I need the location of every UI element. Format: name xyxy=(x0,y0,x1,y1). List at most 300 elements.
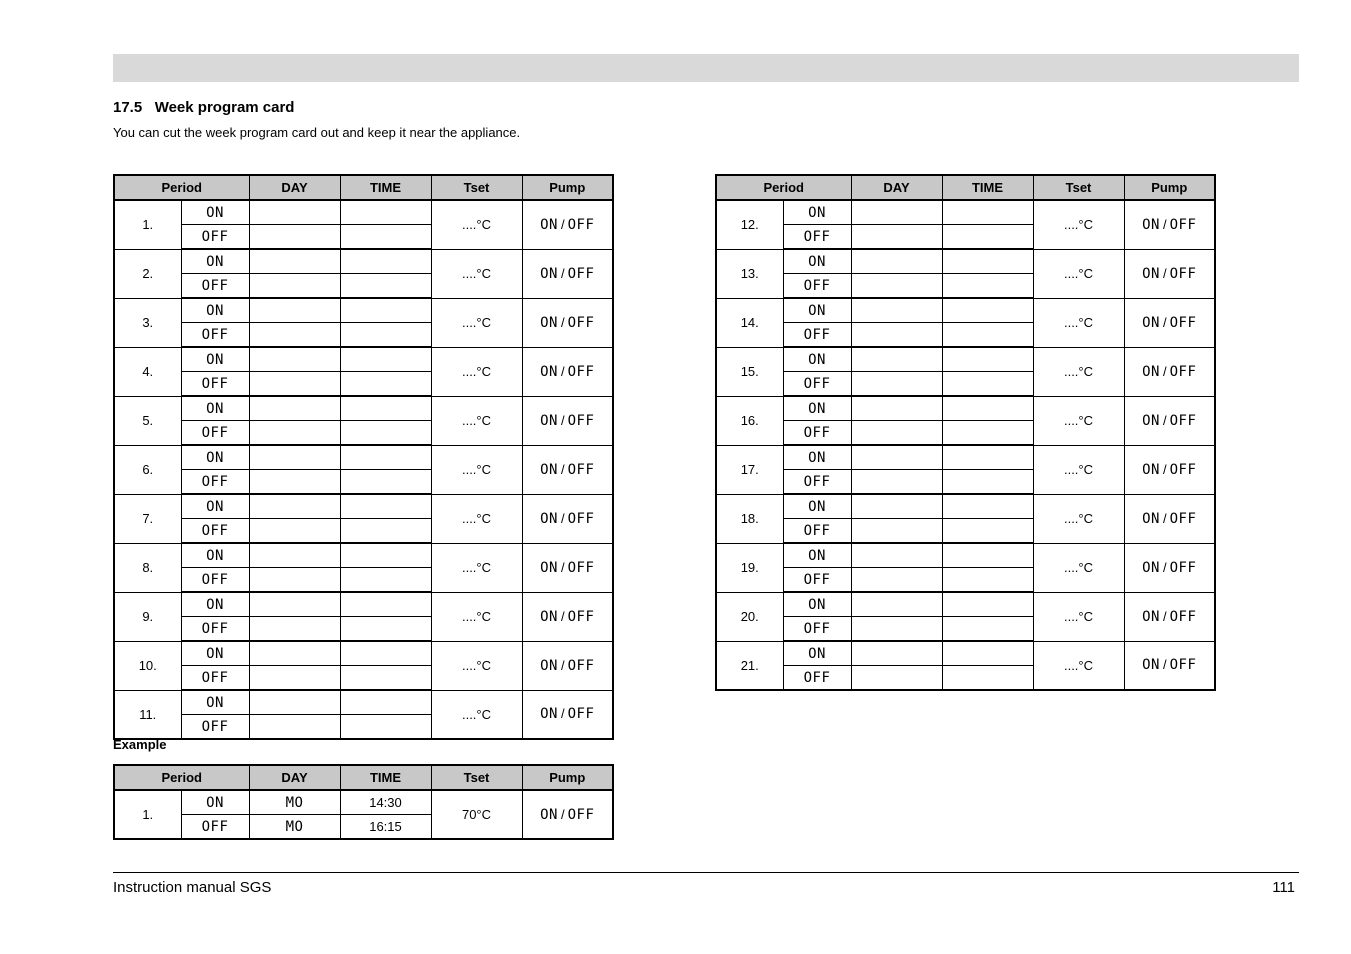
day-cell-off[interactable] xyxy=(851,470,942,495)
tset-cell: ....°C xyxy=(1033,396,1124,445)
on-label: ON xyxy=(808,498,826,515)
pump-off-option: OFF xyxy=(567,461,595,478)
pump-on-option: ON xyxy=(540,461,558,478)
day-cell-off[interactable] xyxy=(851,519,942,544)
time-cell-off[interactable] xyxy=(942,568,1033,593)
on-label: ON xyxy=(808,547,826,564)
period-number: 7. xyxy=(114,494,181,543)
time-cell-off[interactable] xyxy=(340,274,431,299)
pump-on-option: ON xyxy=(1142,363,1160,380)
pump-cell xyxy=(522,396,613,445)
tset-cell: ....°C xyxy=(1033,298,1124,347)
pump-off-option: OFF xyxy=(1169,510,1197,527)
period-number: 3. xyxy=(114,298,181,347)
pump-separator: / xyxy=(560,412,565,428)
pump-cell xyxy=(1124,200,1215,249)
pump-cell xyxy=(1124,641,1215,690)
day-cell-on[interactable] xyxy=(851,641,942,666)
time-cell-off[interactable] xyxy=(340,323,431,348)
time-cell-off[interactable] xyxy=(942,666,1033,691)
pump-cell xyxy=(522,249,613,298)
period-number: 16. xyxy=(716,396,783,445)
table-row xyxy=(114,396,613,421)
day-cell-off[interactable] xyxy=(249,421,340,446)
day-cell-on[interactable] xyxy=(851,347,942,372)
pump-on-option: ON xyxy=(540,657,558,674)
col-header-period: Period xyxy=(114,765,249,790)
period-number: 15. xyxy=(716,347,783,396)
period-number: 12. xyxy=(716,200,783,249)
pump-separator: / xyxy=(1162,657,1167,673)
day-cell-off[interactable] xyxy=(851,421,942,446)
pump-cell xyxy=(1124,249,1215,298)
on-label: ON xyxy=(206,302,224,319)
pump-off-option: OFF xyxy=(1169,216,1197,233)
day-cell-on[interactable] xyxy=(851,445,942,470)
col-header-tset: Tset xyxy=(431,765,522,790)
day-cell-off[interactable] xyxy=(851,323,942,348)
tset-cell: ....°C xyxy=(431,445,522,494)
day-cell-on[interactable] xyxy=(851,396,942,421)
pump-on-option: ON xyxy=(540,412,558,429)
period-number: 1. xyxy=(114,200,181,249)
day-cell-on[interactable] xyxy=(249,347,340,372)
on-label: ON xyxy=(808,302,826,319)
off-label: OFF xyxy=(803,669,831,686)
col-header-tset: Tset xyxy=(1033,175,1124,200)
pump-separator: / xyxy=(560,363,565,379)
off-label: OFF xyxy=(803,522,831,539)
day-cell-on[interactable] xyxy=(851,298,942,323)
example-time-on: 14:30 xyxy=(340,790,431,815)
pump-separator: / xyxy=(560,706,565,722)
period-number: 18. xyxy=(716,494,783,543)
off-label: OFF xyxy=(803,473,831,490)
table-row xyxy=(114,249,613,274)
pump-separator: / xyxy=(560,657,565,673)
off-label: OFF xyxy=(201,818,229,835)
day-cell-off[interactable] xyxy=(851,274,942,299)
pump-cell xyxy=(522,494,613,543)
day-cell-on[interactable] xyxy=(249,396,340,421)
pump-cell xyxy=(522,641,613,690)
pump-on-option: ON xyxy=(540,363,558,380)
table-row xyxy=(716,200,1215,225)
pump-cell xyxy=(522,790,613,839)
time-cell-off[interactable] xyxy=(340,519,431,544)
pump-on-option: ON xyxy=(540,608,558,625)
period-number: 6. xyxy=(114,445,181,494)
time-cell-on[interactable] xyxy=(340,592,431,617)
table-row xyxy=(716,347,1215,372)
day-cell-off[interactable] xyxy=(249,470,340,495)
off-label: OFF xyxy=(803,375,831,392)
table-row xyxy=(114,641,613,666)
pump-cell xyxy=(522,543,613,592)
week-program-table-left xyxy=(113,174,614,740)
footer-title: Instruction manual SGS xyxy=(113,879,272,896)
day-cell-on[interactable] xyxy=(249,690,340,715)
pump-separator: / xyxy=(560,510,565,526)
pump-cell xyxy=(1124,396,1215,445)
on-label: ON xyxy=(206,351,224,368)
time-cell-off[interactable] xyxy=(942,225,1033,250)
pump-off-option: OFF xyxy=(1169,363,1197,380)
tset-cell: ....°C xyxy=(431,543,522,592)
pump-on-option: ON xyxy=(540,216,558,233)
pump-separator: / xyxy=(1162,510,1167,526)
period-number: 2. xyxy=(114,249,181,298)
pump-cell xyxy=(1124,298,1215,347)
period-number: 5. xyxy=(114,396,181,445)
table-row xyxy=(716,249,1215,274)
pump-on-option: ON xyxy=(1142,608,1160,625)
pump-separator: / xyxy=(560,461,565,477)
table-row xyxy=(716,494,1215,519)
day-cell-off[interactable] xyxy=(249,274,340,299)
pump-off-option: OFF xyxy=(567,412,595,429)
pump-on-option: ON xyxy=(1142,265,1160,282)
day-cell-off[interactable] xyxy=(249,715,340,740)
tset-cell: ....°C xyxy=(1033,641,1124,690)
on-label: ON xyxy=(206,204,224,221)
pump-off-option: OFF xyxy=(1169,559,1197,576)
off-label: OFF xyxy=(201,718,229,735)
off-label: OFF xyxy=(803,326,831,343)
time-cell-on[interactable] xyxy=(942,445,1033,470)
pump-separator: / xyxy=(1162,608,1167,624)
period-number: 8. xyxy=(114,543,181,592)
day-cell-off[interactable] xyxy=(249,666,340,691)
pump-off-option: OFF xyxy=(1169,412,1197,429)
day-cell-on[interactable] xyxy=(249,445,340,470)
time-cell-on[interactable] xyxy=(340,445,431,470)
day-cell-on[interactable] xyxy=(249,494,340,519)
time-cell-off[interactable] xyxy=(942,372,1033,397)
pump-separator: / xyxy=(1162,314,1167,330)
pump-separator: / xyxy=(560,216,565,232)
table-row xyxy=(716,445,1215,470)
on-label: ON xyxy=(808,253,826,270)
off-label: OFF xyxy=(201,326,229,343)
pump-cell xyxy=(1124,445,1215,494)
pump-cell xyxy=(522,690,613,739)
pump-cell xyxy=(1124,592,1215,641)
tset-cell: ....°C xyxy=(431,690,522,739)
time-cell-off[interactable] xyxy=(942,470,1033,495)
pump-separator: / xyxy=(560,559,565,575)
tset-cell: ....°C xyxy=(431,249,522,298)
table-row xyxy=(114,543,613,568)
example-day-on: MO xyxy=(285,794,304,811)
time-cell-off[interactable] xyxy=(942,274,1033,299)
time-cell-on[interactable] xyxy=(340,494,431,519)
col-header-day: DAY xyxy=(249,765,340,790)
pump-on-option: ON xyxy=(1142,510,1160,527)
day-cell-off[interactable] xyxy=(249,617,340,642)
pump-off-option: OFF xyxy=(1169,314,1197,331)
period-number: 21. xyxy=(716,641,783,690)
period-number: 17. xyxy=(716,445,783,494)
time-cell-on[interactable] xyxy=(340,200,431,225)
off-label: OFF xyxy=(201,375,229,392)
pump-off-option: OFF xyxy=(567,314,595,331)
pump-cell xyxy=(522,592,613,641)
col-header-period: Period xyxy=(716,175,851,200)
time-cell-on[interactable] xyxy=(340,249,431,274)
table-row xyxy=(716,592,1215,617)
on-label: ON xyxy=(206,694,224,711)
on-label: ON xyxy=(206,645,224,662)
pump-cell xyxy=(522,347,613,396)
time-cell-on[interactable] xyxy=(942,396,1033,421)
pump-on-option: ON xyxy=(540,559,558,576)
time-cell-on[interactable] xyxy=(942,592,1033,617)
pump-off-option: OFF xyxy=(567,608,595,625)
period-number: 20. xyxy=(716,592,783,641)
day-cell-off[interactable] xyxy=(851,225,942,250)
example-time-off: 16:15 xyxy=(340,815,431,840)
period-number: 11. xyxy=(114,690,181,739)
pump-off-option: OFF xyxy=(567,706,595,723)
pump-on-option: ON xyxy=(1142,559,1160,576)
time-cell-on[interactable] xyxy=(340,543,431,568)
time-cell-on[interactable] xyxy=(942,347,1033,372)
pump-cell xyxy=(1124,543,1215,592)
tset-cell: ....°C xyxy=(431,494,522,543)
off-label: OFF xyxy=(803,571,831,588)
pump-off-option: OFF xyxy=(1169,461,1197,478)
pump-off-option: OFF xyxy=(1169,608,1197,625)
time-cell-off[interactable] xyxy=(942,617,1033,642)
pump-off-option: OFF xyxy=(567,216,595,233)
pump-off-option: OFF xyxy=(1169,657,1197,674)
on-label: ON xyxy=(808,449,826,466)
pump-off-option: OFF xyxy=(567,657,595,674)
tset-cell: ....°C xyxy=(1033,347,1124,396)
on-label: ON xyxy=(206,400,224,417)
col-header-pump: Pump xyxy=(522,175,613,200)
on-label: ON xyxy=(206,547,224,564)
pump-on-option: ON xyxy=(540,265,558,282)
pump-on-option: ON xyxy=(1142,461,1160,478)
off-label: OFF xyxy=(201,228,229,245)
on-label: ON xyxy=(808,645,826,662)
pump-off-option: OFF xyxy=(567,363,595,380)
col-header-period: Period xyxy=(114,175,249,200)
on-label: ON xyxy=(206,596,224,613)
day-cell-on[interactable] xyxy=(249,249,340,274)
day-cell-on[interactable] xyxy=(249,543,340,568)
tset-cell: ....°C xyxy=(1033,592,1124,641)
col-header-day: DAY xyxy=(249,175,340,200)
off-label: OFF xyxy=(201,522,229,539)
on-label: ON xyxy=(206,498,224,515)
day-cell-on[interactable] xyxy=(249,200,340,225)
time-cell-on[interactable] xyxy=(942,641,1033,666)
off-label: OFF xyxy=(201,277,229,294)
period-number: 4. xyxy=(114,347,181,396)
off-label: OFF xyxy=(201,473,229,490)
time-cell-off[interactable] xyxy=(340,225,431,250)
day-cell-off[interactable] xyxy=(249,519,340,544)
pump-cell xyxy=(522,445,613,494)
off-label: OFF xyxy=(803,620,831,637)
period-number: 9. xyxy=(114,592,181,641)
time-cell-on[interactable] xyxy=(942,200,1033,225)
off-label: OFF xyxy=(201,571,229,588)
col-header-time: TIME xyxy=(942,175,1033,200)
time-cell-on[interactable] xyxy=(942,494,1033,519)
tset-cell: ....°C xyxy=(431,641,522,690)
intro-text: You can cut the week program card out and keep it near the appliance. xyxy=(113,125,521,140)
time-cell-on[interactable] xyxy=(340,690,431,715)
table-row xyxy=(716,396,1215,421)
on-label: ON xyxy=(206,449,224,466)
col-header-time: TIME xyxy=(340,765,431,790)
example-tset: 70°C xyxy=(431,790,522,839)
week-program-table-right xyxy=(715,174,1216,691)
pump-off-option: OFF xyxy=(567,265,595,282)
pump-on-option: ON xyxy=(1142,216,1160,233)
tset-cell: ....°C xyxy=(431,298,522,347)
on-label: ON xyxy=(808,351,826,368)
time-cell-off[interactable] xyxy=(340,421,431,446)
pump-off-option: OFF xyxy=(567,510,595,527)
tset-cell: ....°C xyxy=(431,200,522,249)
pump-separator: / xyxy=(1162,559,1167,575)
page-number: 111 xyxy=(1272,879,1295,896)
off-label: OFF xyxy=(201,669,229,686)
table-row xyxy=(114,347,613,372)
tset-cell: ....°C xyxy=(431,592,522,641)
day-cell-off[interactable] xyxy=(851,666,942,691)
pump-on-option: ON xyxy=(540,510,558,527)
pump-separator: / xyxy=(1162,265,1167,281)
off-label: OFF xyxy=(201,620,229,637)
tset-cell: ....°C xyxy=(1033,200,1124,249)
table-row xyxy=(114,200,613,225)
tset-cell: ....°C xyxy=(1033,494,1124,543)
day-cell-on[interactable] xyxy=(851,200,942,225)
footer-rule xyxy=(113,872,1299,873)
time-cell-off[interactable] xyxy=(340,372,431,397)
pump-cell xyxy=(522,298,613,347)
pump-cell xyxy=(1124,494,1215,543)
time-cell-off[interactable] xyxy=(340,568,431,593)
pump-separator: / xyxy=(560,265,565,281)
col-header-day: DAY xyxy=(851,175,942,200)
period-number: 19. xyxy=(716,543,783,592)
time-cell-off[interactable] xyxy=(340,617,431,642)
table-row xyxy=(114,494,613,519)
pump-separator: / xyxy=(560,314,565,330)
time-cell-on[interactable] xyxy=(340,298,431,323)
tset-cell: ....°C xyxy=(1033,543,1124,592)
time-cell-off[interactable] xyxy=(340,470,431,495)
on-label: ON xyxy=(808,204,826,221)
day-cell-off[interactable] xyxy=(249,323,340,348)
pump-on-option: ON xyxy=(1142,657,1160,674)
time-cell-off[interactable] xyxy=(942,421,1033,446)
off-label: OFF xyxy=(201,424,229,441)
period-number: 10. xyxy=(114,641,181,690)
section-title: 17.5 Week program card xyxy=(113,99,295,116)
table-row xyxy=(114,790,613,815)
on-label: ON xyxy=(808,400,826,417)
pump-on-option: ON xyxy=(1142,314,1160,331)
pump-cell xyxy=(522,200,613,249)
pump-separator: / xyxy=(1162,461,1167,477)
pump-on-option: ON xyxy=(540,706,558,723)
pump-off-option: OFF xyxy=(567,559,595,576)
time-cell-off[interactable] xyxy=(942,519,1033,544)
col-header-pump: Pump xyxy=(1124,175,1215,200)
pump-cell xyxy=(1124,347,1215,396)
table-row xyxy=(716,543,1215,568)
pump-separator: / xyxy=(560,806,565,822)
period-number: 1. xyxy=(114,790,181,839)
off-label: OFF xyxy=(803,424,831,441)
day-cell-off[interactable] xyxy=(249,568,340,593)
table-row xyxy=(114,690,613,715)
pump-separator: / xyxy=(560,608,565,624)
day-cell-on[interactable] xyxy=(851,543,942,568)
day-cell-on[interactable] xyxy=(249,592,340,617)
example-table xyxy=(113,764,614,840)
time-cell-off[interactable] xyxy=(340,715,431,740)
day-cell-off[interactable] xyxy=(249,225,340,250)
time-cell-on[interactable] xyxy=(942,543,1033,568)
table-row xyxy=(114,298,613,323)
on-label: ON xyxy=(808,596,826,613)
col-header-pump: Pump xyxy=(522,765,613,790)
day-cell-on[interactable] xyxy=(249,641,340,666)
tset-cell: ....°C xyxy=(1033,249,1124,298)
period-number: 14. xyxy=(716,298,783,347)
table-row xyxy=(716,641,1215,666)
time-cell-off[interactable] xyxy=(340,666,431,691)
period-number: 13. xyxy=(716,249,783,298)
day-cell-off[interactable] xyxy=(851,568,942,593)
day-cell-on[interactable] xyxy=(851,592,942,617)
table-row xyxy=(716,298,1215,323)
pump-on-option: ON xyxy=(1142,412,1160,429)
time-cell-on[interactable] xyxy=(942,249,1033,274)
col-header-time: TIME xyxy=(340,175,431,200)
tset-cell: ....°C xyxy=(431,347,522,396)
tset-cell: ....°C xyxy=(431,396,522,445)
time-cell-on[interactable] xyxy=(340,396,431,421)
col-header-tset: Tset xyxy=(431,175,522,200)
on-label: ON xyxy=(206,794,224,811)
pump-off-option: OFF xyxy=(1169,265,1197,282)
pump-separator: / xyxy=(1162,363,1167,379)
day-cell-off[interactable] xyxy=(851,372,942,397)
day-cell-on[interactable] xyxy=(851,249,942,274)
time-cell-on[interactable] xyxy=(340,347,431,372)
time-cell-on[interactable] xyxy=(942,298,1033,323)
day-cell-off[interactable] xyxy=(249,372,340,397)
example-day-off: MO xyxy=(285,818,304,835)
time-cell-off[interactable] xyxy=(942,323,1033,348)
pump-on-option: ON xyxy=(540,806,558,823)
day-cell-on[interactable] xyxy=(851,494,942,519)
pump-off-option: OFF xyxy=(567,806,595,823)
day-cell-off[interactable] xyxy=(851,617,942,642)
time-cell-on[interactable] xyxy=(340,641,431,666)
day-cell-on[interactable] xyxy=(249,298,340,323)
